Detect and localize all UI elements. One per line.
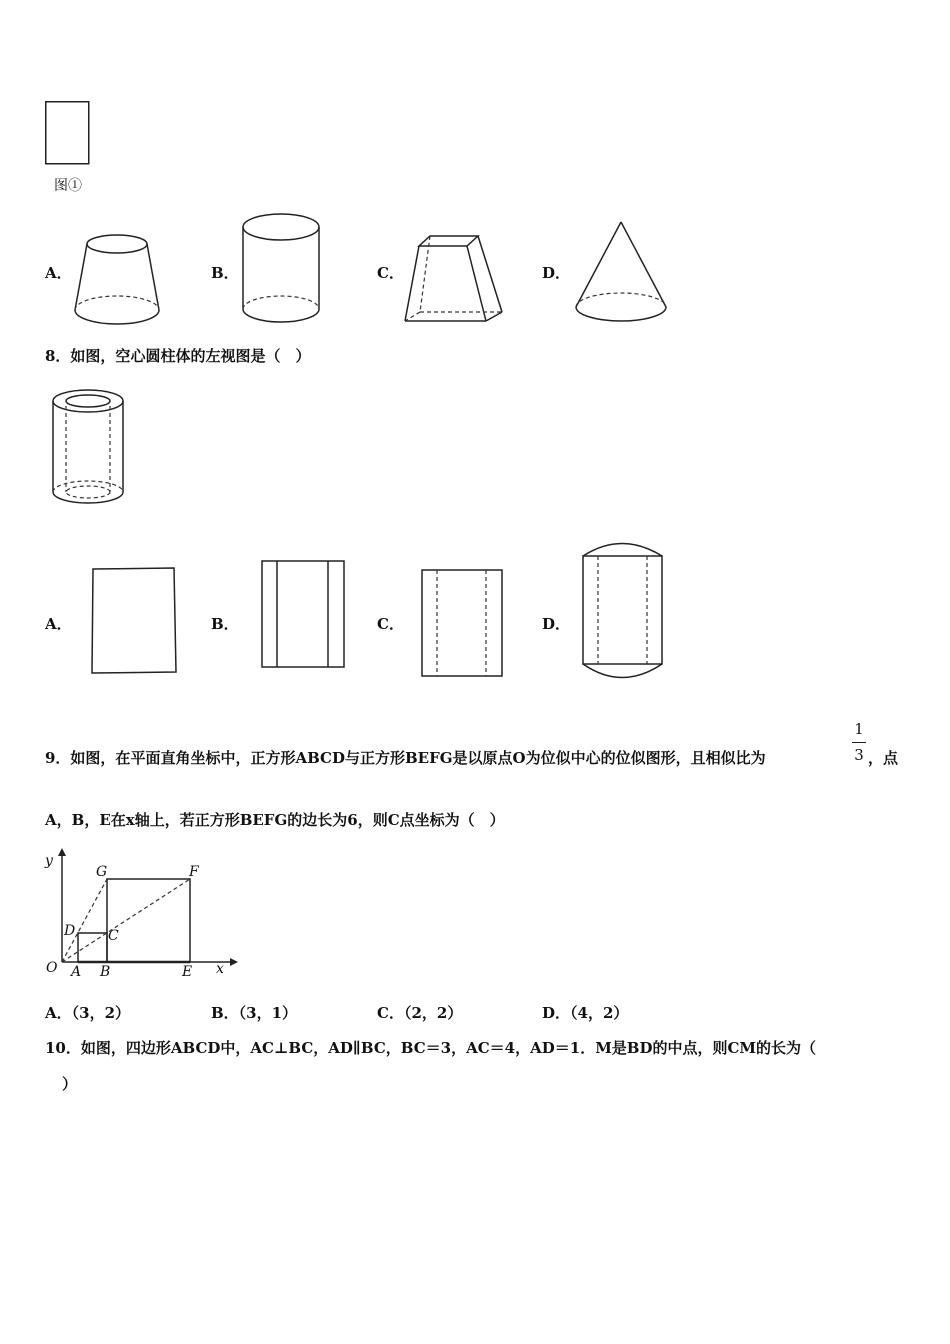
graph-label-g: G	[96, 864, 108, 880]
q7-option-a-label: A．	[45, 264, 72, 282]
q7-option-d-label: D．	[542, 264, 571, 282]
q9-coordinate-graph	[40, 848, 240, 983]
q8-option-d-rect-with-arcs	[580, 541, 670, 683]
q8-option-a-label: A．	[45, 615, 72, 633]
q9-fraction-denominator: 3	[854, 746, 864, 764]
q8-option-c-label: C．	[377, 615, 404, 633]
q7-option-b-label: B．	[211, 264, 239, 282]
q7-option-b-cylinder	[240, 212, 325, 327]
q10-question-line-1: 10．如图，四边形ABCD中，AC⊥BC，AD∥BC，BC＝3，AC＝4，AD＝1．M是BD的中点，则CM的长为（	[45, 1039, 817, 1057]
q10-question-line-2: ）	[62, 1075, 78, 1093]
graph-label-o: O	[46, 960, 58, 976]
q8-option-d-label: D．	[542, 615, 571, 633]
graph-label-e: E	[182, 964, 193, 980]
q9-fraction-numerator: 1	[854, 720, 864, 738]
q7-option-c-label: C．	[377, 264, 404, 282]
graph-label-x: x	[216, 961, 224, 977]
q8-question: 8．如图，空心圆柱体的左视图是（ ）	[45, 347, 311, 365]
q8-option-b-label: B．	[211, 615, 239, 633]
graph-label-c: C	[108, 928, 119, 944]
graph-label-a: A	[71, 964, 82, 980]
q9-answer-d: D．（4，2）	[542, 1004, 629, 1022]
q7-option-c-prism-frustum	[400, 233, 510, 328]
figure-1-rectangle	[45, 101, 91, 167]
q9-answer-b: B．（3，1）	[211, 1004, 298, 1022]
q9-question-line-1: 9．如图，在平面直角坐标中，正方形ABCD与正方形BEFG是以原点O为位似中心的位似图形，且相似比为	[45, 749, 766, 767]
q9-question-line-1-tail: ，点	[868, 749, 899, 767]
q8-option-b-rect-solid-lines	[260, 559, 350, 671]
q8-hollow-cylinder	[50, 388, 135, 510]
q9-answer-c: C．（2，2）	[377, 1004, 463, 1022]
q7-option-a-frustum	[70, 232, 165, 332]
q9-question-line-2: A，B，E在x轴上，若正方形BEFG的边长为6，则C点坐标为（ ）	[45, 811, 505, 829]
q9-fraction-bar	[852, 742, 866, 743]
q8-option-c-rect-dashed-lines	[420, 568, 510, 680]
graph-label-f: F	[189, 864, 199, 880]
q7-option-d-cone	[572, 220, 672, 328]
q8-option-a-rectangle	[90, 567, 180, 677]
graph-label-y: y	[45, 853, 53, 869]
graph-label-d: D	[64, 923, 76, 939]
q9-answer-a: A．（3，2）	[45, 1004, 131, 1022]
figure-1-caption: 图①	[54, 178, 82, 194]
graph-label-b: B	[100, 964, 111, 980]
